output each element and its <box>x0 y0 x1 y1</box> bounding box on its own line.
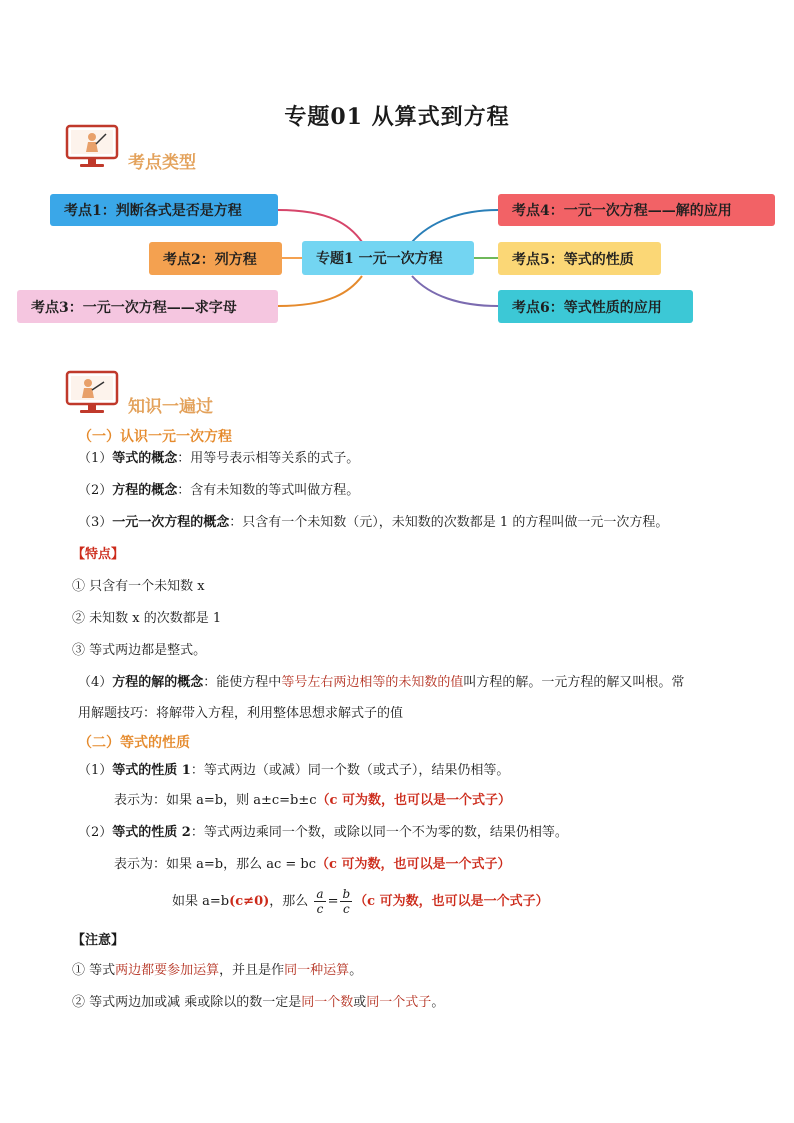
fraction-a-over-c <box>314 887 325 916</box>
expression-text: ，那么 <box>269 894 309 909</box>
feature-item-1: ① 只含有一个未知数 x <box>72 579 205 594</box>
mindmap-node-3-label: 考点3：一元一次方程——求字母 <box>31 299 237 316</box>
notice-text: 。 <box>349 963 363 978</box>
item-label: 方程的解的概念 <box>112 675 204 690</box>
item-text: 叫方程的解。一元方程的解又叫根。常 <box>463 675 685 690</box>
item-number: （1） <box>78 451 113 466</box>
mindmap-node-6-label: 考点6：等式性质的应用 <box>512 299 662 316</box>
section-label-knowledge: 知识一遍过 <box>128 397 213 417</box>
item-number: （2） <box>78 483 113 498</box>
mindmap-center-label: 专题1 一元一次方程 <box>316 251 443 267</box>
notice-highlight: 同一个数 <box>301 995 354 1010</box>
part1-heading: （一）认识一元一次方程 <box>78 429 232 445</box>
property-2 <box>78 824 568 842</box>
definition-solution-line2: 用解题技巧：将解带入方程，利用整体思想求解式子的值 <box>78 706 404 721</box>
equals-sign: = <box>327 894 339 909</box>
mindmap-node-6 <box>498 290 693 323</box>
notice-highlight: 同一个式子 <box>366 995 432 1010</box>
item-label: 一元一次方程的概念 <box>112 515 230 530</box>
item-number: （3） <box>78 515 113 530</box>
notice-text: 或 <box>353 995 367 1010</box>
expression-text: 表示为：如果 a=b，则 a±c=b±c <box>114 793 317 808</box>
fraction-b-over-c <box>340 887 352 916</box>
fraction-numerator: a <box>316 887 324 901</box>
mindmap-node-1-label: 考点1：判断各式是否是方程 <box>64 203 242 219</box>
part2-heading: （二）等式的性质 <box>78 735 190 751</box>
definition-linear-equation <box>78 514 668 532</box>
notice-text: ② 等式两边加或减 乘或除以的数一定是 <box>72 995 302 1010</box>
fraction-numerator: b <box>342 887 351 901</box>
notice-title: 【注意】 <box>72 933 125 948</box>
item-text: ：含有未知数的等式叫做方程。 <box>177 483 360 498</box>
property-1-expression <box>114 792 511 810</box>
notice-item-1 <box>72 962 362 980</box>
item-highlight: 等号左右两边相等的未知数的值 <box>281 675 464 690</box>
item-number: （2） <box>78 825 113 840</box>
property-2-division-expression <box>172 884 549 920</box>
expression-note: （c 可为数，也可以是一个式子） <box>354 894 549 909</box>
expression-condition: (c≠0) <box>229 894 270 909</box>
mindmap-node-2 <box>149 242 282 275</box>
teacher-board-icon <box>64 124 120 170</box>
fraction-denominator: c <box>342 902 350 916</box>
feature-item-2: ② 未知数 x 的次数都是 1 <box>72 611 222 626</box>
item-text: ：能使方程中 <box>203 675 282 690</box>
mindmap-node-4-label: 考点4：一元一次方程——解的应用 <box>512 203 732 219</box>
mindmap-node-3 <box>17 290 278 323</box>
feature-item-3: ③ 等式两边都是整式。 <box>72 643 207 658</box>
expression-note: （c 可为数，也可以是一个式子） <box>316 793 511 808</box>
mindmap-node-2-label: 考点2：列方程 <box>163 251 257 268</box>
notice-highlight: 两边都要参加运算 <box>115 963 220 978</box>
expression-note: （c 可为数，也可以是一个式子） <box>316 857 511 872</box>
property-1 <box>78 762 509 780</box>
property-2-expression <box>114 856 510 874</box>
item-text: ：只含有一个未知数（元），未知数的次数都是 1 的方程叫做一元一次方程。 <box>229 515 669 530</box>
mindmap-center-node <box>302 241 474 275</box>
expression-text: 如果 a=b <box>172 894 230 909</box>
notice-highlight: 同一种运算 <box>284 963 350 978</box>
item-label: 方程的概念 <box>112 483 178 498</box>
item-text: ：等式两边（或减）同一个数（或式子），结果仍相等。 <box>190 763 510 778</box>
item-label: 等式的概念 <box>112 451 178 466</box>
notice-text: ，并且是作 <box>219 963 285 978</box>
notice-text: 。 <box>431 995 445 1010</box>
fraction-denominator: c <box>316 902 324 916</box>
feature-title: 【特点】 <box>72 547 125 562</box>
notice-item-2 <box>72 994 444 1012</box>
teacher-board-icon-2 <box>64 370 120 416</box>
definition-equation <box>78 482 359 500</box>
mindmap-node-4 <box>498 194 775 226</box>
expression-text: 表示为：如果 a=b，那么 ac = bc <box>114 857 317 872</box>
item-text: ：用等号表示相等关系的式子。 <box>177 451 360 466</box>
mindmap-node-5-label: 考点5：等式的性质 <box>512 251 634 268</box>
item-label: 等式的性质 2 <box>112 825 191 840</box>
mindmap-node-5 <box>498 242 661 275</box>
item-label: 等式的性质 1 <box>112 763 191 778</box>
mindmap-node-1 <box>50 194 278 226</box>
definition-equality <box>78 450 359 468</box>
item-text: ：等式两边乘同一个数，或除以同一个不为零的数，结果仍相等。 <box>190 825 568 840</box>
definition-solution <box>78 674 684 692</box>
page-title: 专题01 从算式到方程 <box>284 104 510 130</box>
notice-text: ① 等式 <box>72 963 116 978</box>
item-number: （4） <box>78 675 113 690</box>
item-number: （1） <box>78 763 113 778</box>
section-label-points: 考点类型 <box>128 153 196 173</box>
